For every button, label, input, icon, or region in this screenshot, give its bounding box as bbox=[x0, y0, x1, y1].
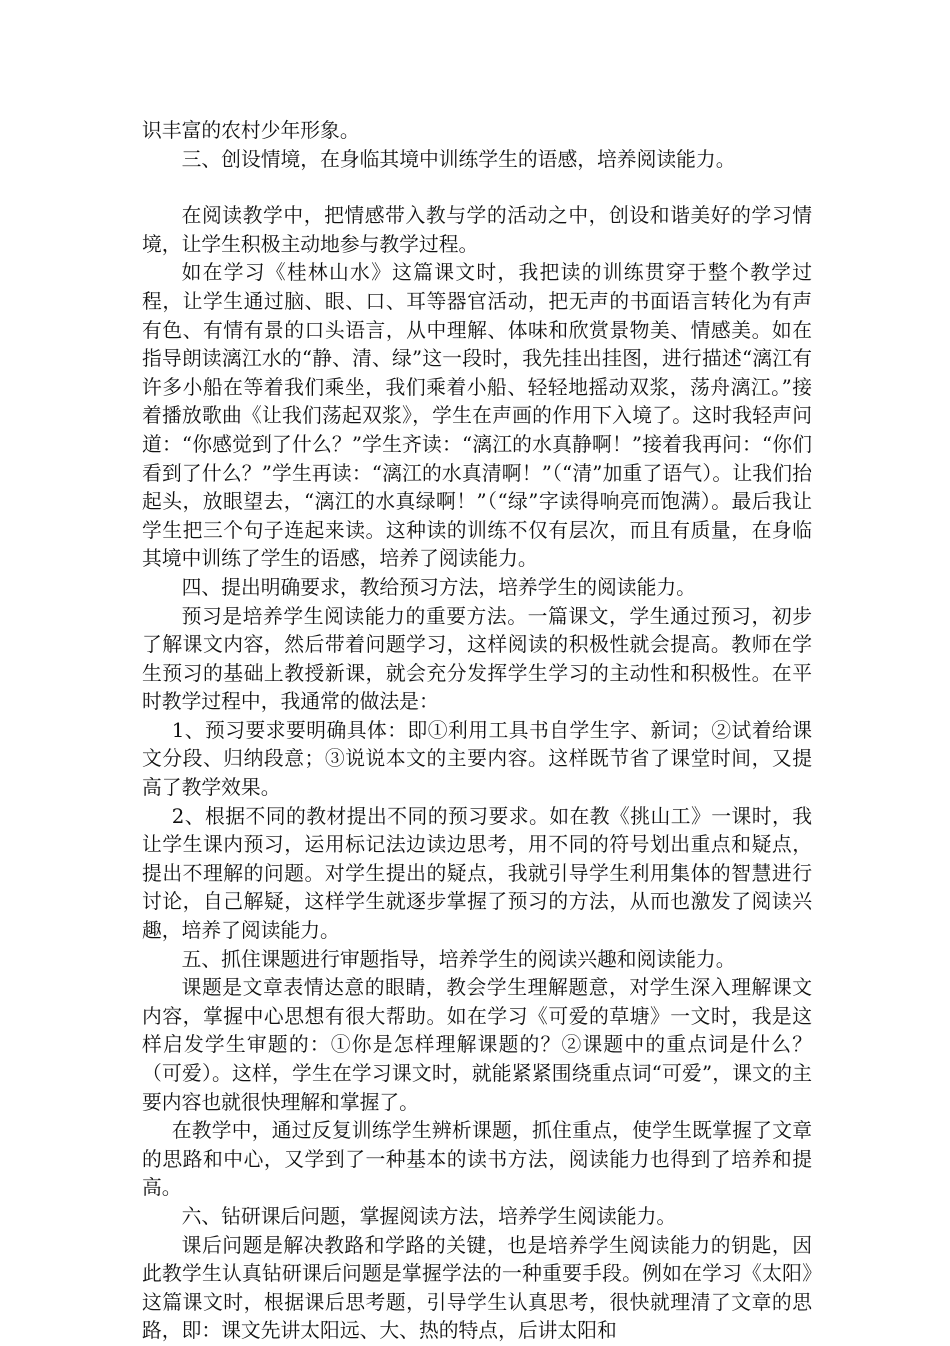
paragraph-section4-intro: 预习是培养学生阅读能力的重要方法。一篇课文，学生通过预习，初步了解课文内容，然后带着问题学习，这样阅读的积极性就会提高。教师在学生预习的基础上教授新课，就会充分发挥学生学习的主动性和积极性。在平时教学过程中，我通常的做法是： bbox=[142, 604, 812, 714]
paragraph-section4-item1: 1、预习要求要明确具体：即①利用工具书自学生字、新词；②试着给课文分段、归纳段意；③说说本文的主要内容。这样既节省了课堂时间，又提高了教学效果。 bbox=[142, 718, 812, 800]
paragraph-section3-example: 如在学习《桂林山水》这篇课文时，我把读的训练贯穿于整个教学过程，让学生通过脑、眼、口、耳等器官活动，把无声的书面语言转化为有声有色、有情有景的口头语言，从中理解、体味和欣赏景物美、情感美。如在指导朗读漓江水的“静、清、绿”这一段时，我先挂出挂图，进行描述“漓江有许多小船在等着我们乘坐，我们乘着小船、轻轻地摇动双浆，荡舟漓江。”接着播放歌曲《让我们荡起双浆》，学生在声画的作用下入境了。这时我轻声问道：“你感觉到了什么？”学生齐读：“漓江的水真静啊！”接着我再问：“你们看到了什么？”学生再读：“漓江的水真清啊！”（“清”加重了语气）。让我们抬起头，放眼望去，“漓江的水真绿啊！”（“绿”字读得响亮而饱满）。最后我让学生把三个句子连起来读。这种读的训练不仅有层次，而且有质量，在身临其境中训练了学生的语感，培养了阅读能力。 bbox=[142, 261, 812, 571]
blank-line bbox=[142, 174, 812, 202]
paragraph-section5-summary: 在教学中，通过反复训练学生辨析课题，抓住重点，使学生既掌握了文章的思路和中心，又学到了一种基本的读书方法，阅读能力也得到了培养和提高。 bbox=[142, 1119, 812, 1200]
document-page bbox=[142, 117, 812, 1346]
paragraph-section6-intro: 课后问题是解决教路和学路的关键，也是培养学生阅读能力的钥匙，因此教学生认真钻研课后问题是掌握学法的一种重要手段。例如在学习《太阳》这篇课文时，根据课后思考题，引导学生认真思考，很快就理清了文章的思路，即：课文先讲太阳远、大、热的特点，后讲太阳和 bbox=[142, 1233, 812, 1343]
section-heading-6: 六、钻研课后问题，掌握阅读方法，培养学生阅读能力。 bbox=[181, 1204, 677, 1228]
section-heading-5: 五、抓住课题进行审题指导，培养学生的阅读兴趣和阅读能力。 bbox=[181, 947, 736, 971]
paragraph-section4-item2: 2、根据不同的教材提出不同的预习要求。如在教《挑山工》一课时，我让学生课内预习，运用标记法边读边思考，用不同的符号划出重点和疑点，提出不理解的问题。对学生提出的疑点，我就引导学生利用集体的智慧进行讨论，自己解疑，这样学生就逐步掌握了预习的方法，从而也激发了阅读兴趣，培养了阅读能力。 bbox=[142, 804, 812, 943]
paragraph-section5-intro: 课题是文章表情达意的眼睛，教会学生理解题意，对学生深入理解课文内容，掌握中心思想有很大帮助。如在学习《可爱的草塘》一文时，我是这样启发学生审题的：①你是怎样理解课题的？②课题中的重点词是什么？（可爱）。这样，学生在学习课文时，就能紧紧围绕重点词“可爱”，课文的主要内容也就很快理解和掌握了。 bbox=[142, 976, 812, 1114]
section-heading-4: 四、提出明确要求，教给预习方法，培养学生的阅读能力。 bbox=[181, 575, 696, 599]
paragraph-section3-intro: 在阅读教学中，把情感带入教与学的活动之中，创设和谐美好的学习情境，让学生积极主动地参与教学过程。 bbox=[142, 204, 812, 256]
section-heading-3: 三、创设情境，在身临其境中训练学生的语感，培养阅读能力。 bbox=[181, 147, 736, 171]
paragraph-intro-ending: 识丰富的农村少年形象。 bbox=[142, 119, 360, 142]
